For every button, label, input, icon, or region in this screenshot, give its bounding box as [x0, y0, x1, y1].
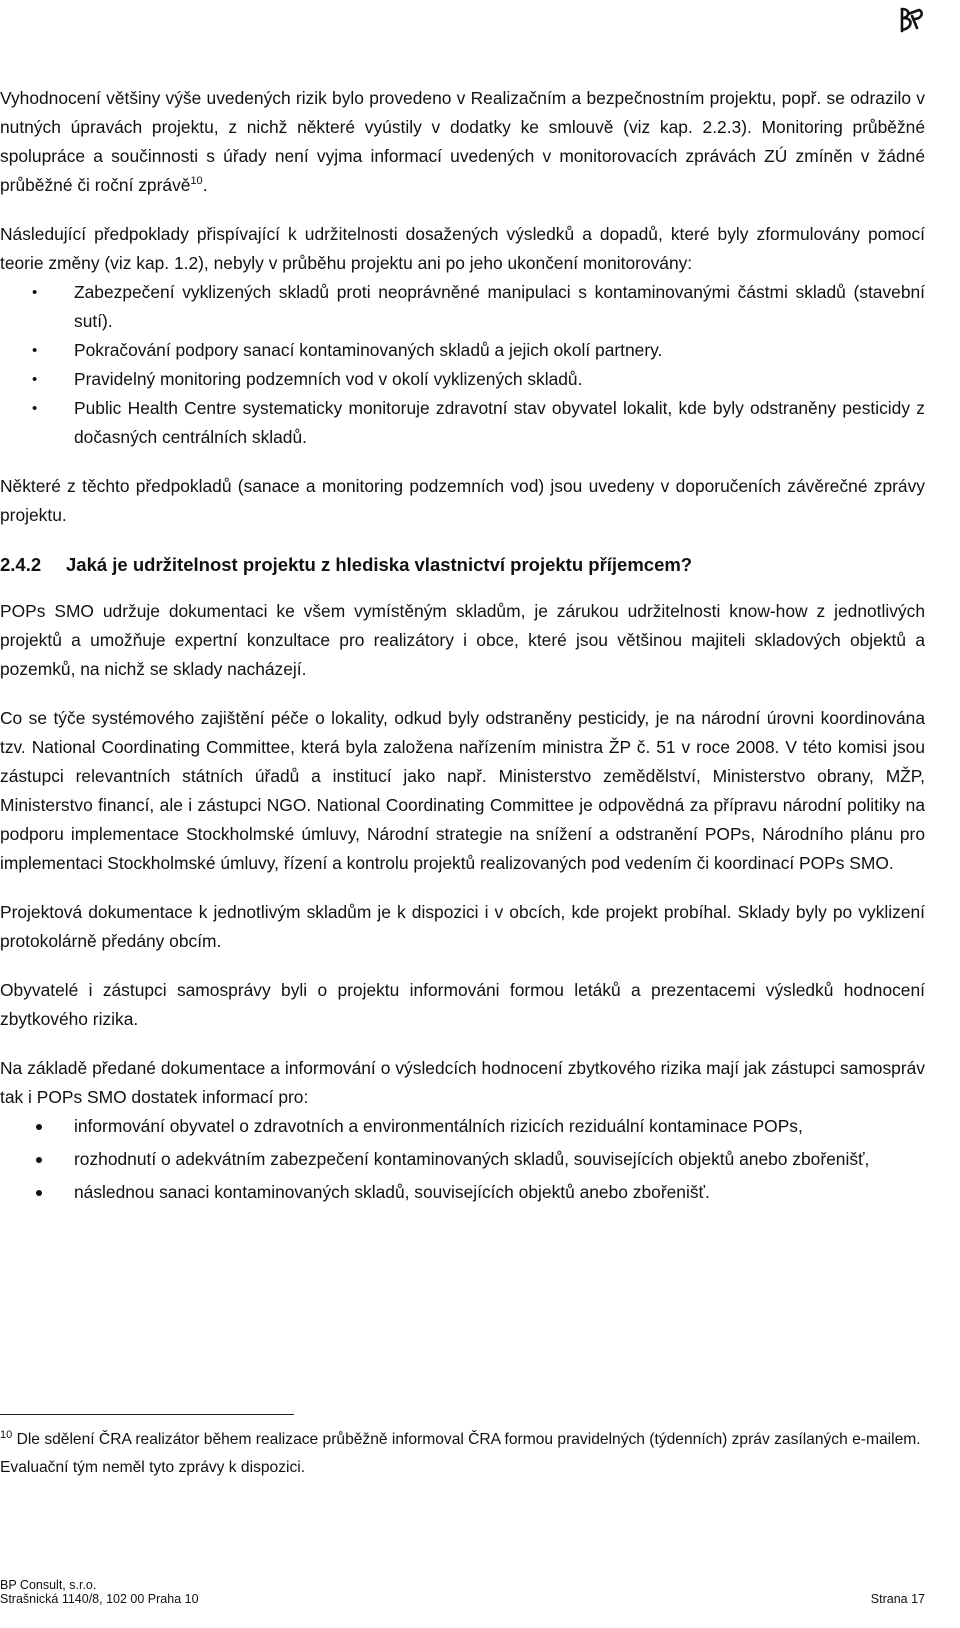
assumptions-list: [0, 278, 925, 452]
footer-address: Strašnická 1140/8, 102 00 Praha 10: [0, 1592, 199, 1606]
list-item: • Zabezpečení vyklizených skladů proti neoprávněné manipulaci s kontaminovanými částmi skladů (stavební sutí).: [0, 278, 925, 336]
footnote: [0, 1426, 925, 1482]
main-content: [0, 84, 925, 1227]
list-item: následnou sanaci kontaminovaných skladů, souvisejících objektů anebo zbořenišť.: [0, 1178, 925, 1207]
paragraph-residents-informed: Obyvatelé i zástupci samosprávy byli o projektu informováni formou letáků a prezentacemi výsledků hodnocení zbytkového rizika.: [0, 980, 925, 1029]
section-title: Jaká je udržitelnost projektu z hlediska vlastnictví projektu příjemcem?: [66, 554, 693, 575]
paragraph-risk-evaluation: Vyhodnocení většiny výše uvedených rizik bylo provedeno v Realizačním a bezpečnostním projektu, popř. se odrazilo v nutných úpravách projektu, z nichž některé vyústily v dodatky ke smlouvě (viz kap. 2.2.3). Monitoring průběžné spolupráce a součinnosti s úřady není vyjma informací uvedených v monitorovacích zprávách ZÚ zmíněn v žádné průběžné či roční zprávě$^{10}$.: [0, 88, 925, 195]
footnote-divider: [0, 1414, 294, 1415]
information-list: [0, 1112, 925, 1207]
paragraph-assumptions: Následující předpoklady přispívající k udržitelnosti dosažených výsledků a dopadů, které byly zformulovány pomocí teorie změny (viz kap. 1.2), nebyly v průběhu projektu ani po jeho ukončení monitorovány:: [0, 224, 925, 273]
paragraph-information-basis: Na základě předané dokumentace a informování o výsledcích hodnocení zbytkového rizika mají jak zástupci samospráv tak i POPs SMO dostatek informací pro:: [0, 1058, 925, 1107]
list-item: • Public Health Centre systematicky monitoruje zdravotní stav obyvatel lokalit, kde byly odstraněny pesticidy z dočasných centrálních skladů.: [0, 394, 925, 452]
footnote-text: Dle sdělení ČRA realizátor během realizace průběžně informoval ČRA formou pravidelných (týdenních) zpráv zasílaných e-mailem. Evaluační tým neměl tyto zprávy k dispozici.: [0, 1431, 921, 1476]
list-item: informování obyvatel o zdravotních a environmentálních rizicích reziduální kontaminace POPs,: [0, 1112, 925, 1141]
list-item: rozhodnutí o adekvátním zabezpečení kontaminovaných skladů, souvisejících objektů anebo zbořenišť,: [0, 1145, 925, 1174]
paragraph-pops-smo: POPs SMO udržuje dokumentaci ke všem vymístěným skladům, je zárukou udržitelnosti know-how z jednotlivých projektů a umožňuje expertní konzultace pro realizátory i obce, které jsou většinou majiteli skladových objektů a pozemků, na nichž se sklady nacházejí.: [0, 601, 925, 679]
list-item: • Pokračování podpory sanací kontaminovaných skladů a jejich okolí partnery.: [0, 336, 925, 365]
paragraph-project-docs: Projektová dokumentace k jednotlivým skladům je k dispozici i v obcích, kde projekt probíhal. Sklady byly po vyklizení protokolárně předány obcím.: [0, 902, 925, 951]
footer-company: BP Consult, s.r.o.: [0, 1578, 97, 1592]
page-footer: [0, 1578, 925, 1606]
section-heading: [0, 550, 925, 579]
bp-monogram-icon: [896, 6, 926, 34]
footnote-ref[interactable]: 10: [190, 175, 203, 188]
paragraph-national-committee: Co se týče systémového zajištění péče o lokality, odkud byly odstraněny pesticidy, je na národní úrovni koordinována tzv. National Coordinating Committee, která byla založena nařízením ministra ŽP č. 51 v roce 2008. V této komisi jsou zástupci relevantních státních úřadů a institucí jako např. Ministerstvo zemědělství, Ministerstvo obrany, MŽP, Ministerstvo financí, ale i zástupci NGO. National Coordinating Committee je odpovědná za přípravu národní politiky na podporu implementace Stockholmské úmluvy, Národní strategie na snížení a odstranění POPs, Národního plánu pro implementaci Stockholmské úmluvy, řízení a kontrolu projektů realizovaných pod vedením či koordinací POPs SMO.: [0, 708, 925, 873]
list-item: • Pravidelný monitoring podzemních vod v okolí vyklizených skladů.: [0, 365, 925, 394]
footnote-number: 10: [0, 1428, 13, 1441]
paragraph-recommendations: Některé z těchto předpokladů (sanace a monitoring podzemních vod) jsou uvedeny v doporučeních závěrečné zprávy projektu.: [0, 476, 925, 525]
page-number: Strana 17: [870, 1592, 925, 1606]
section-number: 2.4.2: [0, 554, 42, 575]
